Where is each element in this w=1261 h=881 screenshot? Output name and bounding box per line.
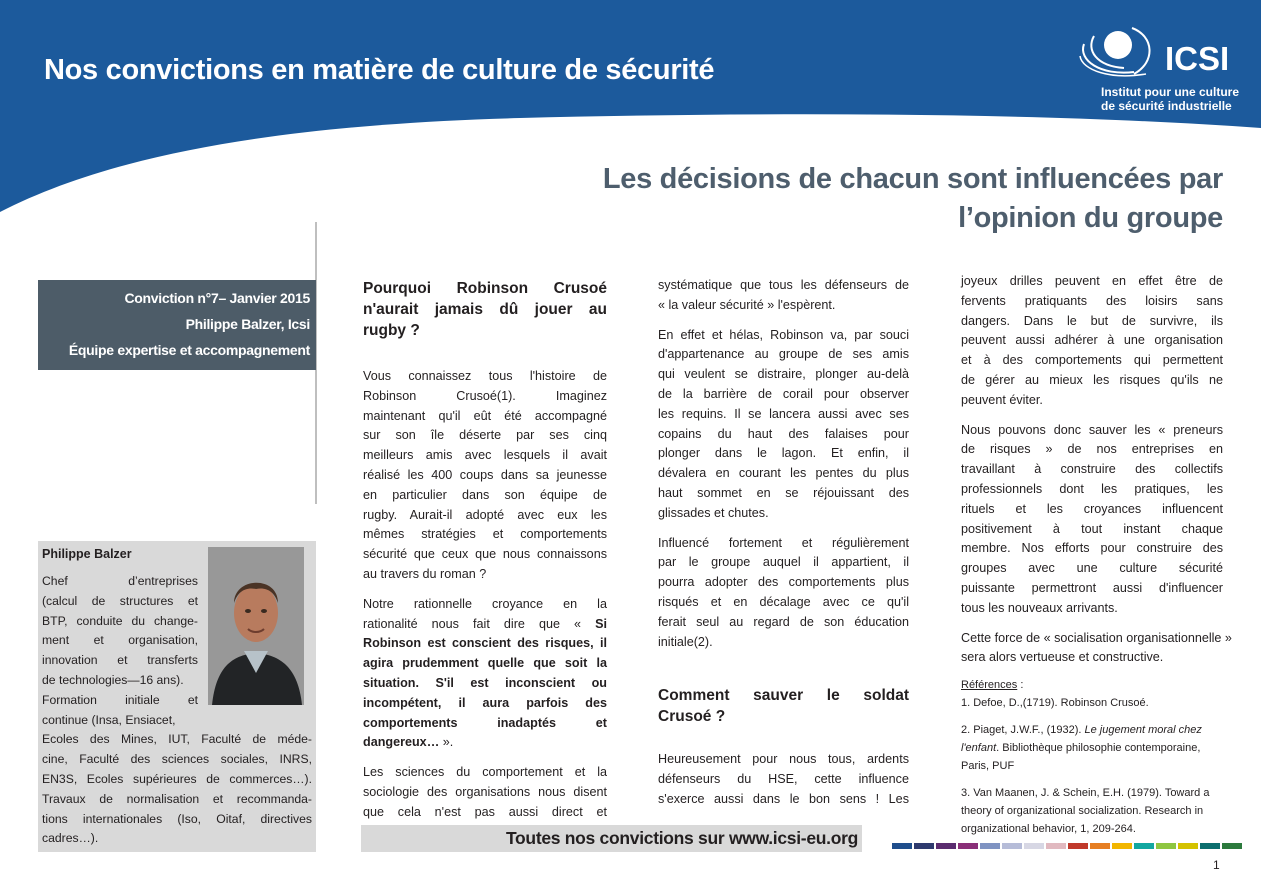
paragraph xyxy=(658,326,909,524)
color-swatch xyxy=(1068,843,1088,849)
text-line: pourra adopter des comportements plus xyxy=(658,575,909,590)
text-line: les requins. Il se lancera aussi avec ses xyxy=(658,406,909,421)
page-title: Nos convictions en matière de culture de sécurité xyxy=(44,54,715,86)
text-line: meilleurs amis avec lesquels il avait xyxy=(363,448,607,463)
text-line: défenseurs du HSE, cette influence xyxy=(658,772,909,787)
page-number: 1 xyxy=(1213,858,1220,872)
article-column-3 xyxy=(961,272,1232,838)
author-box xyxy=(38,541,316,852)
text-line: plonger dans le lagon. Et enfin, il xyxy=(658,446,909,461)
color-swatches xyxy=(892,843,1244,849)
text-line: tous les nouveaux arrivants. xyxy=(961,600,1118,615)
text-line: initiale(2). xyxy=(658,634,713,649)
bio-line: cadres…). xyxy=(42,831,99,846)
color-swatch xyxy=(892,843,912,849)
color-swatch xyxy=(914,843,934,849)
text-line: sociologie des organisations nous disent xyxy=(363,784,607,799)
heading-line: Pourquoi Robinson Crusoé xyxy=(363,280,607,297)
text-line: groupes avec une culture sécurité xyxy=(961,561,1223,576)
text-line-bold: situation. S'il est inconscient ou xyxy=(363,675,607,690)
text-line xyxy=(363,733,607,753)
reference-item-line: Paris, PUF xyxy=(961,760,1015,773)
text-line: « la valeur sécurité » l'espèrent. xyxy=(658,297,836,312)
color-swatch xyxy=(1002,843,1022,849)
color-swatch xyxy=(1046,843,1066,849)
color-swatch xyxy=(1112,843,1132,849)
text-line: qui veulent se distraire, plonger au-delà xyxy=(658,367,909,382)
article-column-2 xyxy=(658,276,909,810)
text-line: positivement à tout instant chaque xyxy=(961,521,1223,536)
color-swatch xyxy=(1156,843,1176,849)
color-swatch xyxy=(1090,843,1110,849)
text-line: dangers. Dans le but de survivre, ils xyxy=(961,313,1223,328)
text-line: et à des comportements qui permettent xyxy=(961,353,1223,368)
text-line: d'appartenance au groupe de ses amis xyxy=(658,347,909,362)
conviction-meta-box xyxy=(38,280,316,370)
bio-line: ment et organisation, xyxy=(42,633,198,648)
text-line: professionnels dont les pratiques, les xyxy=(961,481,1223,496)
bio-line: BTP, conduite du change- xyxy=(42,613,198,628)
paragraph xyxy=(658,534,909,653)
bio-line: (calcul de structures et xyxy=(42,593,198,608)
section-heading xyxy=(658,685,909,727)
text-line: puissante permettront aussi d'influencer xyxy=(961,580,1223,595)
text-line-bold: agira prudemment quelle que soit la xyxy=(363,656,607,671)
text-line: Robinson Crusoé(1). Imaginez xyxy=(363,388,607,403)
reference-item-line: theory of organizational socialization. Research in xyxy=(961,805,1204,818)
text-line: Influencé fortement et régulièrement xyxy=(658,535,909,550)
text-run: 2. Piaget, J.W.F., (1932). xyxy=(961,724,1085,737)
heading-line: rugby ? xyxy=(363,322,420,339)
text-line: sur son île déserte par ses cinq xyxy=(363,428,607,443)
text-line: rituels et les croyances influencent xyxy=(961,501,1223,516)
main-headline xyxy=(523,160,1223,238)
text-line: que cela n'est pas aussi direct et xyxy=(363,804,607,819)
paragraph xyxy=(961,629,1232,669)
conviction-team: Équipe expertise et accompagnement xyxy=(68,342,310,358)
text-run: rationalité nous fait dire que « xyxy=(363,616,596,631)
bio-line: cine, Faculté des sciences sociales, INRS, xyxy=(42,752,312,767)
text-line: joyeux drilles peuvent en effet être de xyxy=(961,274,1223,288)
reference-item xyxy=(961,721,1223,739)
text-line: mêmes stratégies et comportements xyxy=(363,527,607,542)
reference-item-line xyxy=(961,739,1223,757)
headline-line: l’opinion du groupe xyxy=(958,202,1223,234)
icsi-swoosh-icon xyxy=(1076,26,1166,82)
bio-line: continue (Insa, Ensiacet, xyxy=(42,712,176,727)
text-line: maintenant qu'il eût été accompagné xyxy=(363,408,607,423)
text-line: Vous connaissez tous l'histoire de xyxy=(363,369,607,383)
text-line: Nous pouvons donc sauver les « preneurs xyxy=(961,422,1223,437)
text-line: sécurité que ceux que nous connaissons xyxy=(363,547,607,562)
logo-tagline xyxy=(1101,85,1239,113)
text-line: en particulier dans son équipe de xyxy=(363,487,607,502)
logo-text: ICSI xyxy=(1165,40,1230,77)
text-line: membre. Nos efforts pour construire des xyxy=(961,541,1223,556)
text-line: sera alors vertueuse et constructive. xyxy=(961,650,1164,665)
text-run-italic: l'enfant xyxy=(961,742,997,755)
text-line-bold: incompétent, il aura parfois des xyxy=(363,695,607,710)
section-heading xyxy=(363,278,607,341)
text-line: travaillant à construire des collectifs xyxy=(961,462,1223,477)
text-run: . Bibliothèque philosophie contemporaine, xyxy=(996,742,1201,755)
color-swatch xyxy=(1200,843,1220,849)
color-swatch xyxy=(958,843,978,849)
text-line: Cette force de « socialisation organisationnelle » xyxy=(961,630,1232,645)
bio-line: tions internationales (Iso, Oitaf, directives xyxy=(42,811,312,826)
paragraph xyxy=(658,750,909,809)
text-run: ». xyxy=(442,735,454,750)
author-bio xyxy=(42,572,312,849)
text-line: de la barrière de corail pour observer xyxy=(658,386,909,401)
text-line: Les sciences du comportement et la xyxy=(363,765,607,780)
bio-line: Formation initiale et xyxy=(42,692,198,707)
text-line: glissades et chutes. xyxy=(658,505,769,520)
bio-line: innovation et transferts xyxy=(42,653,198,668)
text-line: par le groupe auquel il appartient, il xyxy=(658,555,909,570)
bio-line: EN3S, Ecoles supérieures de commerces…). xyxy=(42,771,312,786)
color-swatch xyxy=(980,843,1000,849)
footer-bar xyxy=(361,825,862,852)
paragraph xyxy=(961,421,1223,619)
bio-line: Travaux de normalisation et recommanda- xyxy=(42,791,312,806)
text-line: peuvent éviter. xyxy=(961,392,1043,407)
text-line: s'exerce aussi dans le bon sens ! Les xyxy=(658,791,909,806)
conviction-author: Philippe Balzer, Icsi xyxy=(185,316,310,332)
text-line: risqués et en décalage avec ce qu'il xyxy=(658,594,909,609)
text-line: fervents pratiquants des loisirs sans xyxy=(961,293,1223,308)
text-line: de risques » de nos entreprises en xyxy=(961,442,1223,457)
text-run: : xyxy=(1017,679,1024,692)
paragraph xyxy=(658,276,909,316)
bio-line: Chef d’entreprises xyxy=(42,574,198,588)
text-run-bold: dangereux… xyxy=(363,735,443,750)
text-line: au travers du roman ? xyxy=(363,566,487,581)
logo-tagline-line: Institut pour une culture xyxy=(1101,85,1239,99)
text-line: systématique que tous les défenseurs de xyxy=(658,278,909,292)
color-swatch xyxy=(1134,843,1154,849)
text-line: peuvent aussi adhérer à une organisation xyxy=(961,333,1223,348)
text-line: Notre rationnelle croyance en la xyxy=(363,596,607,611)
color-swatch xyxy=(1024,843,1044,849)
color-swatch xyxy=(1178,843,1198,849)
text-line: Heureusement pour nous tous, ardents xyxy=(658,752,909,767)
text-run-italic: Le jugement moral chez xyxy=(1084,724,1202,737)
reference-item: 1. Defoe, D.,(1719). Robinson Crusoé. xyxy=(961,697,1149,710)
bio-line: Ecoles des Mines, IUT, Faculté de méde- xyxy=(42,732,312,747)
paragraph xyxy=(363,367,607,585)
author-name: Philippe Balzer xyxy=(42,547,132,561)
text-line-bold: comportements inadaptés et xyxy=(363,715,607,730)
footer-link-text[interactable]: Toutes nos convictions sur www.icsi-eu.org xyxy=(505,828,858,848)
heading-line: Comment sauver le soldat xyxy=(658,687,909,705)
text-line: rugby. Aurait-il adopté avec eux les xyxy=(363,507,607,522)
logo-tagline-line: de sécurité industrielle xyxy=(1101,99,1232,113)
references xyxy=(961,676,1223,838)
references-title xyxy=(961,676,1223,694)
paragraph xyxy=(961,272,1223,411)
conviction-number: Conviction n°7– Janvier 2015 xyxy=(124,290,310,306)
paragraph xyxy=(363,763,607,822)
color-swatch xyxy=(1222,843,1242,849)
heading-line: Crusoé ? xyxy=(658,708,726,726)
references-title-text: Références xyxy=(961,679,1018,692)
text-line: de gérer au mieux les risques qu'ils ne xyxy=(961,372,1223,387)
bio-line: de technologies—16 ans). xyxy=(42,672,184,687)
paragraph xyxy=(363,595,607,753)
reference-item: 3. Van Maanen, J. & Schein, E.H. (1979). Toward a xyxy=(961,787,1210,800)
heading-line: n'aurait jamais dû jouer au xyxy=(363,301,607,318)
text-run-bold: Si xyxy=(595,616,607,631)
text-line-bold: Robinson est conscient des risques, il xyxy=(363,636,607,651)
text-line: En effet et hélas, Robinson va, par souci xyxy=(658,327,909,342)
icsi-logo xyxy=(1076,26,1246,118)
text-line xyxy=(363,615,607,635)
color-swatch xyxy=(936,843,956,849)
text-line: ferait seul au regard de son éducation xyxy=(658,614,909,629)
headline-line: Les décisions de chacun sont influencées par xyxy=(602,163,1223,195)
reference-item-line: organizational behavior, 1, 209-264. xyxy=(961,823,1136,836)
text-line: réalisé les 400 coups dans sa jeunesse xyxy=(363,467,607,482)
text-line: haut sommet en se réjouissant des xyxy=(658,485,909,500)
article-column-1 xyxy=(363,278,607,823)
text-line: copains du haut des falaises pour xyxy=(658,426,909,441)
text-line: dévalera en courant les pentes du plus xyxy=(658,466,909,481)
